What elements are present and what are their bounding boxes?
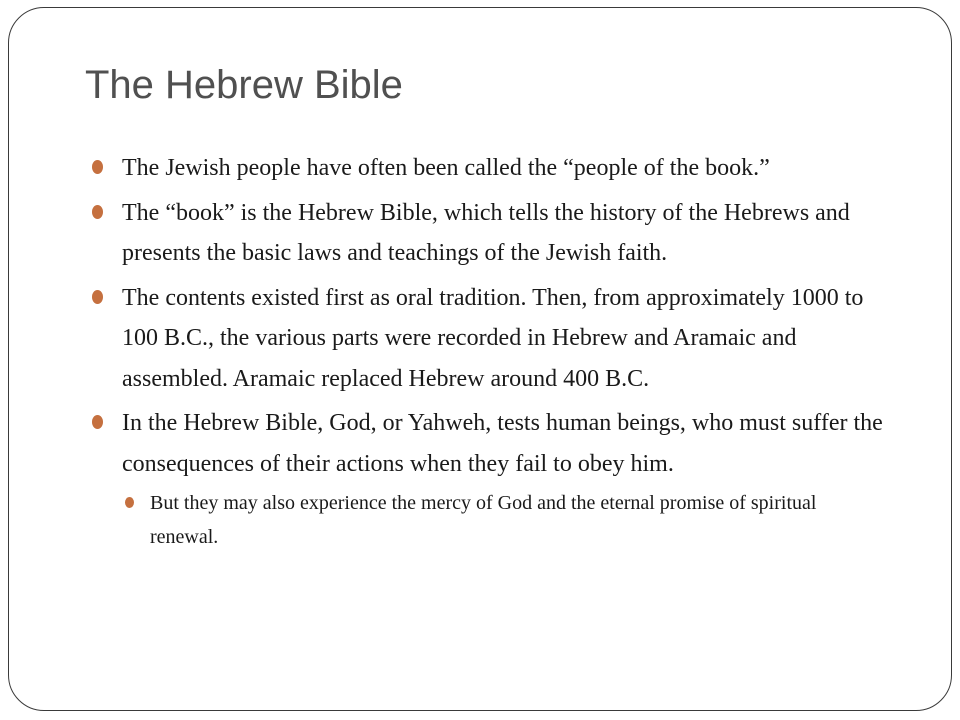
bullet-text: The Jewish people have often been called the “people of the book.” (122, 155, 770, 181)
sub-bullet-list (122, 486, 889, 554)
bullet-item (89, 403, 889, 554)
bullet-list (89, 148, 889, 554)
sub-bullet-text: But they may also experience the mercy of God and the eternal promise of spiritual renewal. (150, 492, 817, 548)
bullet-text: The “book” is the Hebrew Bible, which tells the history of the Hebrews and presents the basic laws and teachings of the Jewish faith. (122, 199, 850, 266)
bullet-dot-icon (92, 205, 103, 219)
bullet-item (89, 148, 889, 189)
bullet-dot-icon (92, 160, 103, 174)
sub-bullet-item (122, 486, 889, 554)
bullet-item (89, 278, 889, 400)
slide-frame (8, 7, 952, 711)
bullet-item (89, 193, 889, 274)
bullet-dot-icon (92, 415, 103, 429)
sub-bullet-dot-icon (125, 497, 134, 508)
bullet-text: The contents existed first as oral tradition. Then, from approximately 1000 to 100 B.C., the various parts were recorded in Hebrew and Aramaic and assembled. Aramaic replaced Hebrew around 400 B.C. (122, 284, 864, 392)
bullet-text: In the Hebrew Bible, God, or Yahweh, tests human beings, who must suffer the consequences of their actions when they fail to obey him. (122, 410, 883, 477)
slide-title: The Hebrew Bible (85, 63, 403, 107)
bullet-dot-icon (92, 290, 103, 304)
